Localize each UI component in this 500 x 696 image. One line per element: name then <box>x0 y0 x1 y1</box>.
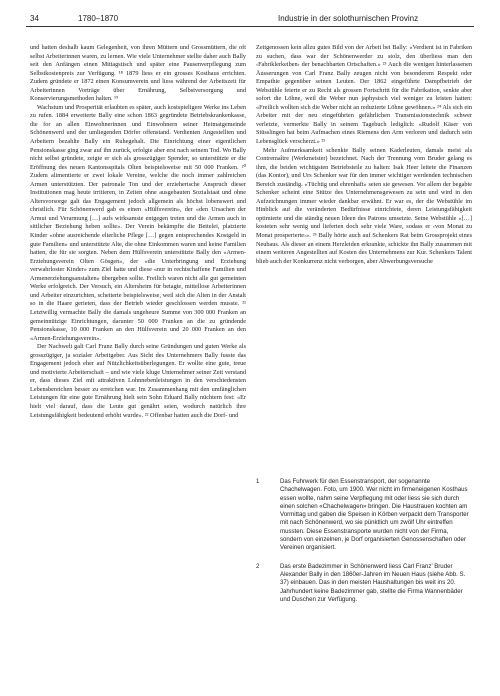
caption-item <box>256 478 472 553</box>
body-paragraph: Der Nachwelt galt Carl Franz Bally durch seine Gründungen und guten Werke als grosszügiger, ja sozialer Arbeitgeber. Aus Sicht des Unternehmers Bally fusste das Engagement jedoch eher auf Nützlichkeitsüberlegungen. Er wollte eine gute, treue und motivierte Arbeiterschaft – und wie viele kluge Unternehmer seiner Zeit verstand er, dass dieses Ziel mit attraktiven Lohnnebenleistungen in den verschiedensten Lebensbereichen besser zu erreichen war. Im Zusammenhang mit den umfänglichen Leistungen für eine gute Ernährung hielt sein Sohn Eduard Bally nüchtern fest: «Er hielt viel darauf, dass die Leute gut genährt seien, wodurch natürlich ihre Leistungsfähigkeit bedeutend erhöht wurde». ²² Offenbar hatten auch die Dorf- und <box>30 343 246 419</box>
caption-text: Das Fuhrwerk für den Essenstransport, der sogenannte Chachelwagen. Foto, um 1900. Wer nicht im firmeneigenen Kosthaus essen wollte, nahm seine Verpflegung mit oder liess sie sich durch einen solchen «Chachelwagen» bringen. Die Haustrauen kochten am Vormittag und gaben die Speisen in Körben verpackt dem Transporter mit nach Schönenwerd, wo sie pünktlich um zwölf Uhr eintreffen mussten. Diese Essenstransporte wurden nicht von der Firma, sondern von einzelnen, je Dorf organisierten Genossenschaften oder Vereinen organisiert. <box>280 478 469 552</box>
caption-text: Das erste Badezimmer in Schönenwerd liess Carl Franz’ Bruder Alexander Bally in den 1860er-Jahren im Neuen Haus (siehe Abb. S. 37) einbauen. Das in den meisten Haushaltungen bis weit ins 20. Jahrhundert keine Badezimmer gab, stellte die Firma Wannenbäder und Duschen zur Verfügung. <box>280 562 466 603</box>
body-paragraph: Mehr Aufmerksamkeit schenkte Bally seinen Kaderleuten, damals meist als Contremaître (Werkmeister) bezeichnet. Nach der Trennung vom Bruder gelang es ihm, die beiden wichtigsten Betriebsteile zu halten: Isak Heer leitete die Finanzen (das Kontor), und Urs Schenker war für den immer wichtiger werdenden technischen Bereich zuständig. «Tüchtig und ehrenhaft» seien sie gewesen. Vor allem der begabte Schenker scheint eine Stütze des Unternehmensgewesen zu sein und wird in den Aufzeichnungen immer wieder dankbar erwähnt. Er war es, der die Webstühle im Hinblick auf die veränderten Bedürfnisse einrichtete, deren Leistungsfähigkeit optimierte und die ständig neuen Ideen des Patrons umsetzte. Seine Webstühle «[…] kosteten sehr wenig und lieferten doch sehr viele Ware, sodass er ‹von Monat zu Monat prosperierte›». ²⁶ Bally hörte auch auf Schenkers Rat beim Grossprojekt eines Neubaus. Als dieser an einem Herzleiden erkrankte, schickte ihn Bally zusammen mit einem weiteren Angestellten auf Kosten des Unternehmens zur Kur. Schenkers Talent blieb auch der Konkurrenz nicht verborgen, aber Abwerbungsversuche <box>256 146 472 265</box>
caption-number: 1 <box>256 478 260 485</box>
body-paragraph: und hatten deshalb kaum Gelegenheit, von ihren Müttern und Grossmüttern, die oft selbst Arbeiterinnen waren, zu lernen. Wie viele Unternehmer stellte daher auch Bally seit den Anfängen einen Mittagstisch und später eine Pausenverpflegung zum Selbstkostenpreis zur Verfügung. ¹⁸ 1879 liess er ein grosses Kosthaus errichten. Zudem gründete er 1872 einen Konsumverein und liess während der Arbeitszeit für Arbeiterinnen Vorträge über Ernährung, Selbstversorgung und Konservierungsmethoden halten. ¹⁹ <box>30 44 246 103</box>
page-number: 34 <box>30 14 39 23</box>
figure-captions <box>256 478 472 614</box>
caption-number: 2 <box>256 562 260 570</box>
caption-item <box>256 563 472 604</box>
right-text-column <box>256 44 472 266</box>
body-paragraph: Wachstum und Prosperität erlaubten es später, auch kostspieligere Werke ins Leben zu rufen. 1884 erweiterte Bally eine schon 1863 gegründete Betriebskrankenkasse, die for an allen Einwohnerinnen und Einwohnern seiner Heimatgemeinde Schönenwerd und der umliegenden Dörfer offenstand. Verdienten Angestellten und Arbeitern bezahlte Bally ein Ruhegehalt. Die Einrichtung einer eigentlichen Pensionskasse ging zwar auf ihn zurück, erfolgte aber erst nach seinem Tod. Wo Bally nicht selbst gründete, zeigte er sich als grosszügiger Spender, so unterstützte er die Eröffnung des neuen Kantonsspitals Olten beispielsweise mit 50 000 Franken. ²⁰ Zudem alimentierte er zwei lokale Vereine, welche die noch immer zahlreichen Armen unterstützten. Der patronale Ton und der erzieherische Anspruch dieser Institutionen mag heute irritieren, in Zeiten ohne ausgebauten Sozialstaat und ohne Altersvorsorge galt das Engagement jedoch allgemein als höchst lobenswert und christlich. Für Schönenwerd gab es einen «Hülfsverein», der «den Ursachen der Armut und Verarmung […] aufs wirksamste entgegen treten und die Armen auch in sittlicher Beziehung heben sollte». Der Verein bekämpfte die Bettelei, platzierte Kinder «ohne ausreichende elterliche Pflege […] gegen entsprechendes Kostgeld in gute Familien» und unterstützte Alte, die ohne Einkommen waren und keine Familien hatten, die für sie sorgten. Neben dem Hülfsverein unterstützte Bally den «Armen-Erziehungsverein Olten Gösgen», der «die Unterbringung und Erziehung verwahrloster Kinder» zum Ziel hatte und diese «nur in rechtschaffene Familien und Armenerziehungsanstalten» übergeben sollte. Freilich waren nicht alle gut gemeinten Werke erfolgreich. Der Versuch, ein Altersheim für betagte, mittellose Arbeiterinnen und Arbeiter einzurichten, scheiterte beispielsweise, weil sich die Alten in der Anstalt so in die Haare gerieten, dass der Betrieb wieder geschlossen werden musste. ²¹ Letztwillig vermachte Bally die damals ungeheure Summe von 300 000 Franken an gemeinnützige Einrichtungen, darunter 50 000 Franken an die zu gründende Pensionskasse, 10 000 Franken an den Hülfsverein und 20 000 Franken an den «Armen-Erziehungsverein». <box>30 103 246 342</box>
header-section-title: Industrie in der solothurnischen Provinz <box>278 14 419 23</box>
running-header <box>26 14 474 27</box>
body-paragraph: Zeitgenossen kein allzu gutes Bild von der Arbeit bei Bally: «Verdient ist in Fabriken zu suchen, dass war der Schönenwerder zu stolz, den überliess man den ‹Fabriklerkeiben› der benachbarten Ortschaften.» ²³ Auch die wenigen hinterlassenen Äusserungen von Carl Franz Bally zeugen nicht von besonderem Respekt oder Empathie gegenüber seinen Leuten. Der 1862 eingeführte Dampfbetrieb der Webstühle feierte er zu Recht als grossen Fortschritt für die Fabrikation, senkte aber sofort die Löhne, weil die Weber nun japhysisch viel weniger zu leisten hatten: «Freilich wollten sich die Weber nicht an reduzierte Löhne gewöhnen.» ²⁴ Als sich ein Arbeiter mit der neu eingeführten gefährlichen Transmissionstechnik schwer verletzte, vermerkte Bally in seinem Tagebuch lediglich: «Rudolf Käser von Stüsslingen hat beim Aufmachen eines Riemens den Arm verloren und dadurch sein Lebensglück verscherzt.» ²⁵ <box>256 44 472 146</box>
header-date-range: 1780–1870 <box>78 14 119 23</box>
left-text-column <box>30 44 246 420</box>
